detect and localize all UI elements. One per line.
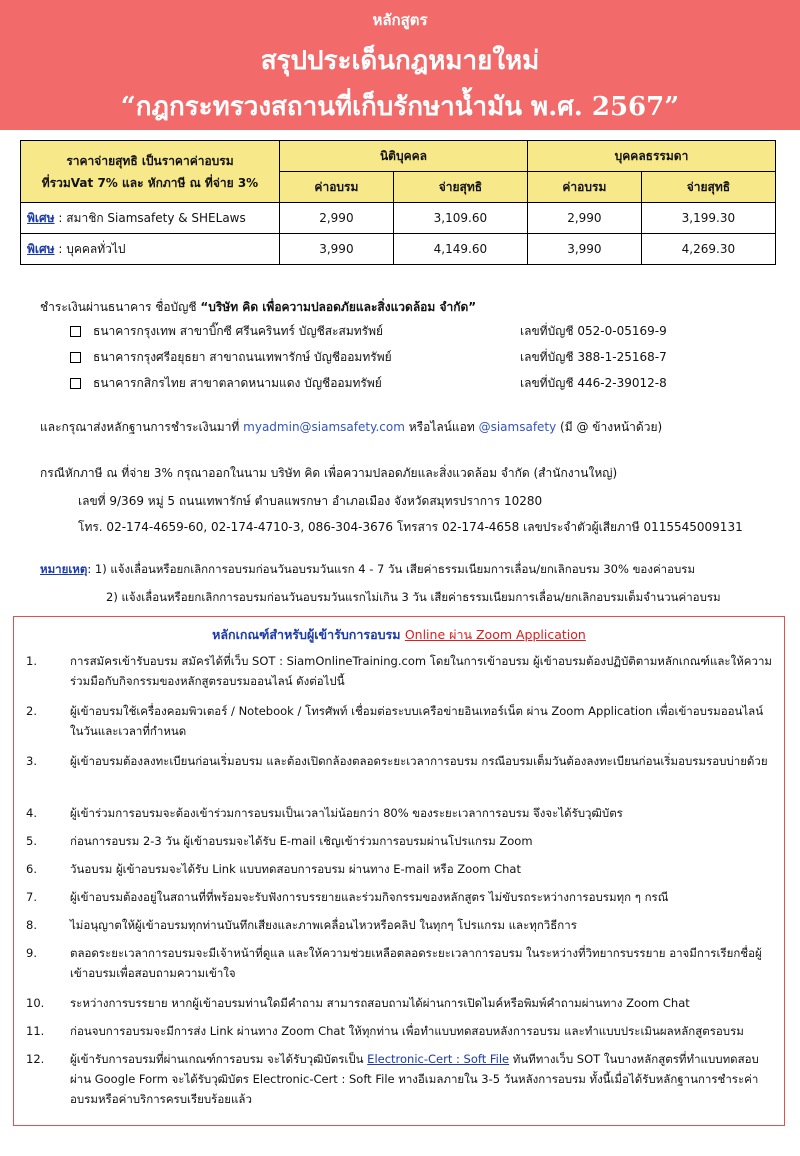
rule-text: ระหว่างการบรรยาย หากผู้เข้าอบรมท่านใดมีคำถาม สามารถสอบถามได้ผ่านการเปิดไมค์หรือพิมพ์คำถามผ่านทาง Zoom Chat (70, 996, 690, 1010)
rule-number: 3. (26, 754, 37, 768)
table-cell: 2,990 (527, 203, 641, 234)
bank-account: เลขที่บัญชี 388-1-25168-7 (520, 350, 667, 364)
rule-number: 6. (26, 862, 37, 876)
bank-name: ธนาคารกรุงศรีอยุธยา สาขาถนนเทพารักษ์ บัญชีออมทรัพย์ (93, 350, 392, 364)
bank-item (70, 322, 383, 341)
payment-intro-text: ชำระเงินผ่านธนาคาร ชื่อบัญชี (40, 300, 201, 314)
rule-text: ผู้เข้าอบรมต้องอยู่ในสถานที่ที่พร้อมจะรับฟังการบรรยายและร่วมกิจกรรมของหลักสูตร ไม่ขับรถระหว่างการอบรมทุก ๆ กรณี (70, 890, 669, 904)
remark-label: หมายเหตุ (40, 562, 88, 576)
group-juristic: นิติบุคคล (280, 141, 528, 172)
rule-text: ก่อนจบการอบรมจะมีการส่ง Link ผ่านทาง Zoom Chat ให้ทุกท่าน เพื่อทำแบบทดสอบหลังการอบรม และทำแบบประเมินผลหลักสูตรอบรม (70, 1024, 744, 1038)
rule-text-part: ผู้เข้ารับการอบรมที่ผ่านเกณฑ์การอบรม จะได้รับวุฒิบัตรเป็น (70, 1052, 368, 1066)
special-tag: พิเศษ (27, 210, 55, 225)
col-fee: ค่าอบรม (527, 172, 641, 203)
rule-text: ตลอดระยะเวลาการอบรมจะมีเจ้าหน้าที่ดูแล และให้ความช่วยเหลือตลอดระยะเวลาการอบรม ในระหว่างที่วิทยากรบรรยาย อาจมีการเรียกชื่อผู้เข้าอบรมเพื่อสอบถามความเข้าใจ (70, 946, 762, 980)
ecert-link[interactable]: Electronic-Cert : Soft File (367, 1052, 510, 1066)
rule-text (70, 1049, 776, 1109)
col-net: จ่ายสุทธิ (641, 172, 775, 203)
remark-2: 2) แจ้งเลื่อนหรือยกเลิกการอบรมก่อนวันอบรมวันแรกไม่เกิน 3 วัน เสียค่าธรรมเนียมการเลื่อน/ยกเลิกอบรมเต็มจำนวนค่าอบรม (106, 590, 721, 604)
account-name: “บริษัท คิด เพื่อความปลอดภัยและสิ่งแวดล้อม จำกัด” (200, 300, 477, 314)
proof-text: หรือไลน์แอท (404, 420, 479, 434)
price-note (21, 141, 280, 203)
rules-box (13, 616, 785, 1126)
col-fee: ค่าอบรม (280, 172, 394, 203)
table-cell: 3,109.60 (393, 203, 527, 234)
rule-number: 5. (26, 834, 37, 848)
tax-contact: โทร. 02-174-4659-60, 02-174-4710-3, 086-304-3676 โทรสาร 02-174-4658 เลขประจำตัวผู้เสียภาษี 0115545009131 (78, 520, 743, 534)
row-label (21, 234, 280, 265)
table-cell: 4,269.30 (641, 234, 775, 265)
bank-item (70, 348, 392, 367)
rules-title-red: Online ผ่าน Zoom Application (404, 627, 586, 642)
remark-text: : 1) แจ้งเลื่อนหรือยกเลิกการอบรมก่อนวันอบรมวันแรก 4 - 7 วัน เสียค่าธรรมเนียมการเลื่อน/ยกเลิกอบรม 30% ของค่าอบรม (87, 562, 696, 576)
rule-text: ไม่อนุญาตให้ผู้เข้าอบรมทุกท่านบันทึกเสียงและภาพเคลื่อนไหวหรือคลิป ในทุกๆ โปรแกรม และทุกวิธีการ (70, 918, 577, 932)
remark-1 (40, 561, 695, 579)
payment-intro (40, 298, 476, 317)
row-label-text: : บุคคลทั่วไป (54, 241, 126, 256)
row-label (21, 203, 280, 234)
col-net: จ่ายสุทธิ (393, 172, 527, 203)
rules-title (14, 625, 784, 645)
rule-text: การสมัครเข้ารับอบรม สมัครได้ที่เว็บ SOT : SiamOnlineTraining.com โดยในการเข้าอบรม ผู้เข้าอบรมต้องปฏิบัติตามหลักเกณฑ์และให้ความร่วมมือกับกิจกรรมของหลักสูตรอบรมออนไลน์ ดังต่อไปนี้ (70, 654, 772, 688)
bank-account: เลขที่บัญชี 446-2-39012-8 (520, 376, 667, 390)
course-subtitle: “กฎกระทรวงสถานที่เก็บรักษาน้ำมัน พ.ศ. 2567” (120, 92, 680, 122)
bank-name: ธนาคารกรุงเทพ สาขาบิ๊กซี ศรีนครินทร์ บัญชีสะสมทรัพย์ (93, 324, 384, 338)
table-cell: 3,990 (280, 234, 394, 265)
table-cell: 2,990 (280, 203, 394, 234)
course-label: หลักสูตร (372, 11, 428, 29)
bank-account: เลขที่บัญชี 052-0-05169-9 (520, 324, 667, 338)
tax-address: เลขที่ 9/369 หมู่ 5 ถนนเทพารักษ์ ตำบลแพรกษา อำเภอเมือง จังหวัดสมุทรปราการ 10280 (78, 494, 543, 508)
proof-line-id[interactable]: @siamsafety (478, 420, 557, 434)
rule-number: 8. (26, 918, 37, 932)
rule-number: 12. (26, 1052, 45, 1066)
rule-number: 2. (26, 704, 37, 718)
header-banner (0, 0, 800, 130)
price-table (20, 140, 776, 265)
special-tag: พิเศษ (27, 241, 55, 256)
proof-text: (มี @ ข้างหน้าด้วย) (556, 420, 663, 434)
price-note-line1: ราคาจ่ายสุทธิ เป็นราคาค่าอบรม (66, 153, 234, 168)
table-cell: 4,149.60 (393, 234, 527, 265)
table-cell: 3,199.30 (641, 203, 775, 234)
rule-text: ผู้เข้าอบรมต้องลงทะเบียนก่อนเริ่มอบรม และต้องเปิดกล้องตลอดระยะเวลาการอบรม กรณีอบรมเต็มวันต้องลงทะเบียนก่อนเริ่มอบรมรอบบ่ายด้วย (70, 754, 768, 768)
rule-text: วันอบรม ผู้เข้าอบรมจะได้รับ Link แบบทดสอบการอบรม ผ่านทาง E-mail หรือ Zoom Chat (70, 862, 521, 876)
rule-number: 11. (26, 1024, 45, 1038)
checkbox-icon (70, 378, 81, 389)
rule-text: ก่อนการอบรม 2-3 วัน ผู้เข้าอบรมจะได้รับ E-mail เชิญเข้าร่วมการอบรมผ่านโปรแกรม Zoom (70, 834, 533, 848)
rule-text: ผู้เข้าร่วมการอบรมจะต้องเข้าร่วมการอบรมเป็นเวลาไม่น้อยกว่า 80% ของระยะเวลาการอบรม จึงจะได้รับวุฒิบัตร (70, 806, 623, 820)
rule-text-part: ทันทีทางเว็บ SOT ในบางหลักสูตรที่ทำแบบทดสอบผ่าน Google Form จะได้รับวุฒิบัตร Electronic-Cert : Soft File ทางอีเมลภายใน 3-5 วันหลังการอบรม ทั้งนี้เมื่อได้รับหลักฐานการชำระค่าอบรมหรือค่าบริการครบเรียบร้อยแล้ว (70, 1052, 759, 1106)
rule-number: 7. (26, 890, 37, 904)
tax-line: กรณีหักภาษี ณ ที่จ่าย 3% กรุณาออกในนาม บริษัท คิด เพื่อความปลอดภัยและสิ่งแวดล้อม จำกัด (สำนักงานใหญ่) (40, 466, 618, 480)
bank-item (70, 374, 382, 393)
rule-number: 9. (26, 946, 37, 960)
checkbox-icon (70, 326, 81, 337)
row-label-text: : สมาชิก Siamsafety & SHELaws (54, 210, 246, 225)
course-title: สรุปประเด็นกฎหมายใหม่ (260, 46, 540, 76)
rules-title-text: หลักเกณฑ์สำหรับผู้เข้ารับการอบรม (212, 627, 405, 642)
proof-text: และกรุณาส่งหลักฐานการชำระเงินมาที่ (40, 420, 244, 434)
checkbox-icon (70, 352, 81, 363)
rule-text: ผู้เข้าอบรมใช้เครื่องคอมพิวเตอร์ / Notebook / โทรศัพท์ เชื่อมต่อระบบเครือข่ายอินเทอร์เน็ต ผ่าน Zoom Application เพื่อเข้าอบรมออนไลน์ ในวันและเวลาที่กำหนด (70, 704, 764, 738)
table-cell: 3,990 (527, 234, 641, 265)
table-row (21, 234, 776, 265)
bank-name: ธนาคารกสิกรไทย สาขาตลาดหนามแดง บัญชีออมทรัพย์ (93, 376, 382, 390)
price-note-line2: ที่รวมVat 7% และ หักภาษี ณ ที่จ่าย 3% (41, 175, 259, 190)
rule-number: 4. (26, 806, 37, 820)
table-row (21, 203, 776, 234)
rule-number: 1. (26, 654, 37, 668)
group-individual: บุคคลธรรมดา (527, 141, 775, 172)
proof-email-link[interactable]: myadmin@siamsafety.com (243, 420, 405, 434)
rule-number: 10. (26, 996, 45, 1010)
payment-proof (40, 418, 662, 437)
